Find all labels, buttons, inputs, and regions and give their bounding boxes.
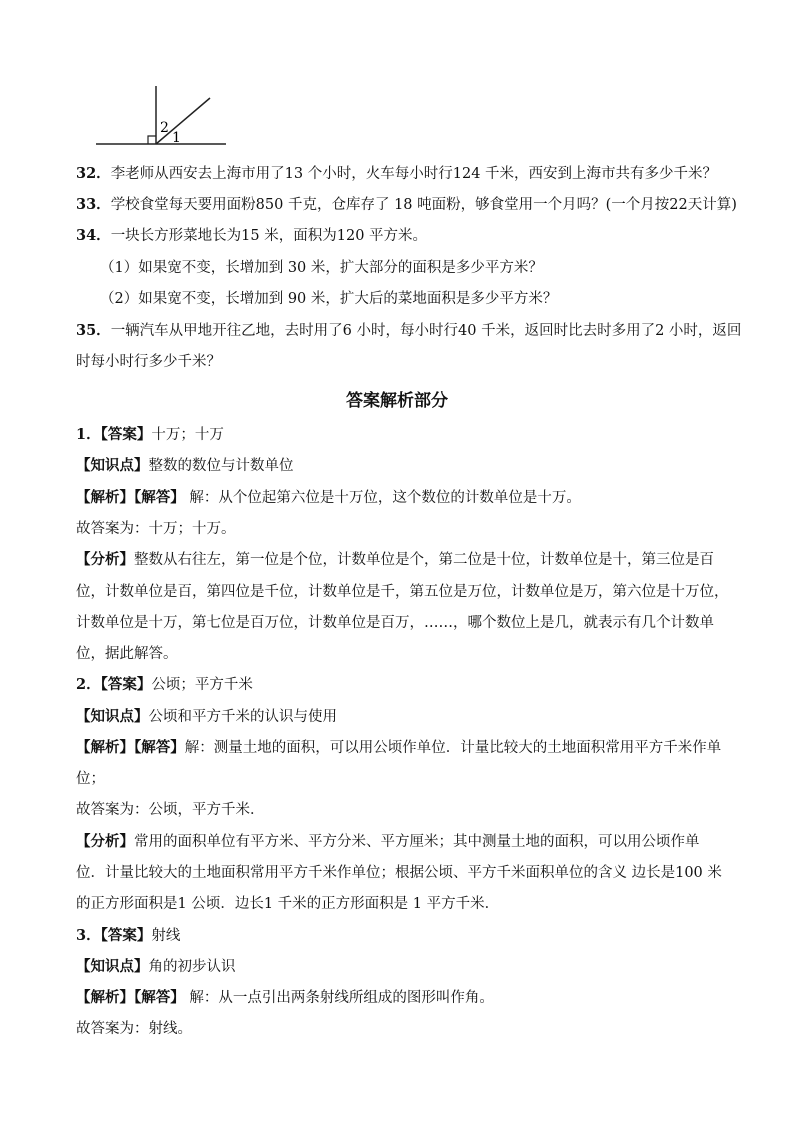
answer-1-analysis-3: 计数单位是十万，第七位是百万位，计数单位是百万，……，哪个数位上是几，就表示有几个计数单 [76,615,714,631]
knowledge-tag: 【知识点】 [76,708,149,725]
question-number: 33． [76,196,111,213]
question-text: 一辆汽车从甲地开往乙地，去时用了6 小时，每小时行40 千米，返回时比去时多用了2 小时，返回 [110,323,742,339]
question-number: 35． [76,322,111,339]
angle-figure [88,80,228,154]
answer-2-explanation-2: 位； [76,771,105,787]
answer-2-explanation [76,738,794,758]
answer-tag: 【答案】 [100,676,152,693]
answer-3-explanation [76,988,794,1008]
explanation-tag: 【解析】【解答】 [76,489,185,506]
analysis-tag: 【分析】 [76,551,134,568]
analysis-tag: 【分析】 [76,833,134,850]
answer-1-analysis-2: 位，计数单位是百，第四位是千位，计数单位是千，第五位是万位，计数单位是万，第六位是十万位， [76,584,729,600]
answer-3-line [76,926,794,946]
answer-text: 十万；十万 [151,427,224,443]
explanation-tag: 【解析】【解答】 [76,739,185,756]
knowledge-text: 整数的数位与计数单位 [148,458,294,474]
answer-2-analysis-2: 位．计量比较大的土地面积常用平方千米作单位；根据公顷、平方千米面积单位的含义 边长是100 米 [76,865,722,881]
question-text: 学校食堂每天要用面粉850 千克，仓库存了 18 吨面粉，够食堂用一个月吗？(一个月按22天计算) [110,197,737,213]
question-34-sub-1: （1）如果宽不变，长增加到 30 米，扩大部分的面积是多少平方米？ [100,260,543,276]
question-35-continued: 时每小时行多少千米？ [76,354,221,370]
knowledge-text: 公顷和平方千米的认识与使用 [148,709,337,725]
answer-2-analysis [76,832,794,852]
answer-1-analysis [76,550,794,570]
question-number: 34． [76,227,111,244]
section-title: 答案解析部分 [346,391,448,411]
answer-tag: 【答案】 [100,927,152,944]
right-angle-mark [148,136,156,144]
explanation-text: 解：从一点引出两条射线所组成的图形叫作角。 [184,990,494,1006]
analysis-text: 常用的面积单位有平方米、平方分米、平方厘米；其中测量土地的面积，可以用公顷作单 [134,834,700,850]
question-text: 一块长方形菜地长为15 米，面积为120 平方米。 [110,228,428,244]
explanation-text: 解：测量土地的面积，可以用公顷作单位．计量比较大的土地面积常用平方千米作单 [184,740,722,756]
answer-3-knowledge [76,957,794,977]
answer-2-knowledge [76,707,794,727]
answer-2-conclusion: 故答案为：公顷，平方千米． [76,802,265,818]
answer-1-conclusion: 故答案为：十万；十万。 [76,521,236,537]
angle-label-2: 2 [160,120,169,136]
answer-1-knowledge [76,456,794,476]
question-34 [76,226,794,246]
question-35 [76,321,794,341]
knowledge-text: 角的初步认识 [148,959,236,975]
analysis-text: 整数从右往左，第一位是个位，计数单位是个，第二位是十位，计数单位是十，第三位是百 [134,552,714,568]
answer-3-conclusion: 故答案为：射线。 [76,1021,192,1037]
answer-1-explanation [76,488,794,508]
answer-1-line [76,425,794,445]
question-text: 李老师从西安去上海市用了13 个小时，火车每小时行124 千米，西安到上海市共有多少千米？ [110,166,718,182]
answer-number: 2． [76,676,101,693]
answer-tag: 【答案】 [100,426,152,443]
explanation-text: 解：从个位起第六位是十万位，这个数位的计数单位是十万。 [184,490,581,506]
answer-1-analysis-4: 位，据此解答。 [76,646,178,662]
answer-number: 1． [76,426,101,443]
question-34-sub-2: （2）如果宽不变，长增加到 90 米，扩大后的菜地面积是多少平方米？ [100,291,558,307]
answer-text: 射线 [151,928,181,944]
answer-2-analysis-3: 的正方形面积是1 公顷．边长1 千米的正方形面积是 1 平方千米． [76,896,500,912]
answer-2-line [76,675,794,695]
question-33 [76,195,794,215]
angle-label-1: 1 [172,130,181,146]
knowledge-tag: 【知识点】 [76,958,149,975]
answer-number: 3． [76,927,101,944]
explanation-tag: 【解析】【解答】 [76,989,185,1006]
answer-text: 公顷；平方千米 [151,677,253,693]
question-number: 32． [76,165,111,182]
question-32 [76,164,794,184]
knowledge-tag: 【知识点】 [76,457,149,474]
